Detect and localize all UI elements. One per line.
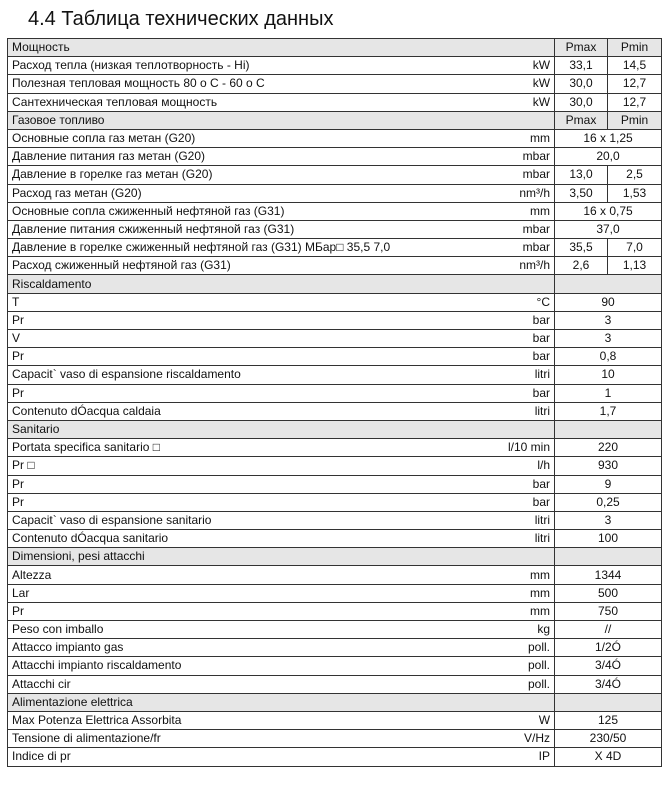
pmin-value: 14,5 bbox=[608, 57, 662, 75]
value-cell: 220 bbox=[555, 439, 662, 457]
section-title: Dimensioni, pesi attacchi bbox=[8, 548, 555, 566]
value-cell: 0,25 bbox=[555, 493, 662, 511]
section-header-row bbox=[8, 548, 662, 566]
table-row bbox=[8, 311, 662, 329]
unit-cell: bar bbox=[485, 330, 555, 348]
value-cell: 100 bbox=[555, 530, 662, 548]
unit-cell: bar bbox=[485, 311, 555, 329]
unit-cell: poll. bbox=[485, 675, 555, 693]
table-row bbox=[8, 129, 662, 147]
section-title: Мощность bbox=[8, 39, 555, 57]
section-header-row bbox=[8, 275, 662, 293]
table-row bbox=[8, 584, 662, 602]
unit-cell: kW bbox=[485, 93, 555, 111]
table-row bbox=[8, 330, 662, 348]
value-cell: 3/4Ó bbox=[555, 657, 662, 675]
unit-cell: bar bbox=[485, 384, 555, 402]
parameter-label: Pr □ bbox=[8, 457, 485, 475]
parameter-label: Pr bbox=[8, 602, 485, 620]
table-row bbox=[8, 57, 662, 75]
parameter-label: Lar bbox=[8, 584, 485, 602]
parameter-label: Pr bbox=[8, 493, 485, 511]
value-cell: 20,0 bbox=[555, 148, 662, 166]
value-cell: 230/50 bbox=[555, 730, 662, 748]
unit-cell: litri bbox=[485, 530, 555, 548]
table-row bbox=[8, 493, 662, 511]
pmax-value: 13,0 bbox=[555, 166, 608, 184]
parameter-label: Расход газ метан (G20) bbox=[8, 184, 485, 202]
table-row bbox=[8, 220, 662, 238]
value-cell: 1 bbox=[555, 384, 662, 402]
value-cell: 16 x 1,25 bbox=[555, 129, 662, 147]
table-row bbox=[8, 75, 662, 93]
unit-cell: mm bbox=[485, 602, 555, 620]
technical-data-table bbox=[7, 38, 662, 767]
parameter-label: Attacchi cir bbox=[8, 675, 485, 693]
value-cell: X 4D bbox=[555, 748, 662, 766]
value-cell: 125 bbox=[555, 711, 662, 729]
parameter-label: Сантехническая тепловая мощность bbox=[8, 93, 485, 111]
table-row bbox=[8, 621, 662, 639]
unit-cell: °C bbox=[485, 293, 555, 311]
parameter-label: Расход сжиженный нефтяной газ (G31) bbox=[8, 257, 485, 275]
table-row bbox=[8, 475, 662, 493]
pmax-value: 35,5 bbox=[555, 239, 608, 257]
parameter-label: Peso con imballo bbox=[8, 621, 485, 639]
parameter-label: Давление питания сжиженный нефтяной газ (G31) bbox=[8, 220, 485, 238]
pmin-value: 12,7 bbox=[608, 75, 662, 93]
table-row bbox=[8, 511, 662, 529]
parameter-label: Contenuto dÓacqua sanitario bbox=[8, 530, 485, 548]
table-row bbox=[8, 711, 662, 729]
value-cell: 10 bbox=[555, 366, 662, 384]
pmax-header: Pmax bbox=[555, 39, 608, 57]
section-header-row bbox=[8, 111, 662, 129]
unit-cell: litri bbox=[485, 402, 555, 420]
parameter-label: Pr bbox=[8, 311, 485, 329]
unit-cell: litri bbox=[485, 511, 555, 529]
unit-cell: kg bbox=[485, 621, 555, 639]
unit-cell: mbar bbox=[485, 220, 555, 238]
parameter-label: Indice di pr bbox=[8, 748, 485, 766]
unit-cell: litri bbox=[485, 366, 555, 384]
unit-cell: IP bbox=[485, 748, 555, 766]
table-row bbox=[8, 148, 662, 166]
parameter-label: Основные сопла сжиженный нефтяной газ (G31) bbox=[8, 202, 485, 220]
parameter-label: T bbox=[8, 293, 485, 311]
parameter-label: Attacchi impianto riscaldamento bbox=[8, 657, 485, 675]
parameter-label: Portata specifica sanitario □ bbox=[8, 439, 485, 457]
unit-cell: nm³/h bbox=[485, 184, 555, 202]
unit-cell: mm bbox=[485, 202, 555, 220]
table-row bbox=[8, 166, 662, 184]
table-row bbox=[8, 675, 662, 693]
unit-cell: mm bbox=[485, 566, 555, 584]
section-header-row bbox=[8, 39, 662, 57]
value-cell: 3/4Ó bbox=[555, 675, 662, 693]
unit-cell: poll. bbox=[485, 639, 555, 657]
parameter-label: Attacco impianto gas bbox=[8, 639, 485, 657]
table-row bbox=[8, 384, 662, 402]
value-cell: 3 bbox=[555, 311, 662, 329]
section-empty-cell bbox=[555, 275, 662, 293]
value-cell: 1344 bbox=[555, 566, 662, 584]
section-title: Riscaldamento bbox=[8, 275, 555, 293]
parameter-label: V bbox=[8, 330, 485, 348]
pmax-value: 33,1 bbox=[555, 57, 608, 75]
parameter-label: Основные сопла газ метан (G20) bbox=[8, 129, 485, 147]
table-row bbox=[8, 366, 662, 384]
section-title: Alimentazione elettrica bbox=[8, 693, 555, 711]
unit-cell: l/h bbox=[485, 457, 555, 475]
table-row bbox=[8, 293, 662, 311]
table-row bbox=[8, 202, 662, 220]
unit-cell: mbar bbox=[485, 166, 555, 184]
unit-cell: bar bbox=[485, 475, 555, 493]
table-row bbox=[8, 457, 662, 475]
section-title: Газовое топливо bbox=[8, 111, 555, 129]
table-row bbox=[8, 348, 662, 366]
unit-cell: V/Hz bbox=[485, 730, 555, 748]
parameter-label: Расход тепла (низкая теплотворность - Hi) bbox=[8, 57, 485, 75]
table-row bbox=[8, 657, 662, 675]
unit-cell: nm³/h bbox=[485, 257, 555, 275]
table-row bbox=[8, 566, 662, 584]
section-title: Sanitario bbox=[8, 420, 555, 438]
unit-cell: mbar bbox=[485, 239, 555, 257]
table-row bbox=[8, 402, 662, 420]
unit-cell: kW bbox=[485, 75, 555, 93]
pmin-value: 7,0 bbox=[608, 239, 662, 257]
value-cell: 0,8 bbox=[555, 348, 662, 366]
unit-cell: l/10 min bbox=[485, 439, 555, 457]
value-cell: 1,7 bbox=[555, 402, 662, 420]
unit-cell: kW bbox=[485, 57, 555, 75]
section-header-row bbox=[8, 420, 662, 438]
table-row bbox=[8, 439, 662, 457]
pmin-header: Pmin bbox=[608, 111, 662, 129]
parameter-label: Max Potenza Elettrica Assorbita bbox=[8, 711, 485, 729]
parameter-label: Pr bbox=[8, 384, 485, 402]
section-empty-cell bbox=[555, 548, 662, 566]
unit-cell: bar bbox=[485, 493, 555, 511]
table-row bbox=[8, 239, 662, 257]
table-row bbox=[8, 639, 662, 657]
parameter-label: Pr bbox=[8, 348, 485, 366]
parameter-label: Давление питания газ метан (G20) bbox=[8, 148, 485, 166]
section-empty-cell bbox=[555, 693, 662, 711]
pmin-value: 1,13 bbox=[608, 257, 662, 275]
value-cell: 37,0 bbox=[555, 220, 662, 238]
table-row bbox=[8, 184, 662, 202]
unit-cell: mm bbox=[485, 129, 555, 147]
parameter-label: Полезная тепловая мощность 80 о С - 60 о С bbox=[8, 75, 485, 93]
value-cell: 500 bbox=[555, 584, 662, 602]
value-cell: 750 bbox=[555, 602, 662, 620]
pmin-value: 2,5 bbox=[608, 166, 662, 184]
unit-cell: poll. bbox=[485, 657, 555, 675]
parameter-label: Altezza bbox=[8, 566, 485, 584]
section-header-row bbox=[8, 693, 662, 711]
parameter-label: Capacit` vaso di espansione riscaldamento bbox=[8, 366, 485, 384]
parameter-label: Pr bbox=[8, 475, 485, 493]
table-row bbox=[8, 530, 662, 548]
value-cell: 930 bbox=[555, 457, 662, 475]
pmin-value: 12,7 bbox=[608, 93, 662, 111]
parameter-label: Contenuto dÓacqua caldaia bbox=[8, 402, 485, 420]
value-cell: 3 bbox=[555, 330, 662, 348]
pmax-value: 30,0 bbox=[555, 93, 608, 111]
pmin-value: 1,53 bbox=[608, 184, 662, 202]
parameter-label: Capacit` vaso di espansione sanitario bbox=[8, 511, 485, 529]
pmin-header: Pmin bbox=[608, 39, 662, 57]
unit-cell: W bbox=[485, 711, 555, 729]
table-row bbox=[8, 93, 662, 111]
parameter-label: Tensione di alimentazione/fr bbox=[8, 730, 485, 748]
value-cell: 90 bbox=[555, 293, 662, 311]
pmax-header: Pmax bbox=[555, 111, 608, 129]
unit-cell: mbar bbox=[485, 148, 555, 166]
table-row bbox=[8, 730, 662, 748]
table-row bbox=[8, 257, 662, 275]
unit-cell: bar bbox=[485, 348, 555, 366]
value-cell: 16 x 0,75 bbox=[555, 202, 662, 220]
unit-cell: mm bbox=[485, 584, 555, 602]
value-cell: 3 bbox=[555, 511, 662, 529]
page-title: 4.4 Таблица технических данных bbox=[28, 8, 334, 30]
table-row bbox=[8, 748, 662, 766]
value-cell: 1/2Ó bbox=[555, 639, 662, 657]
parameter-label: Давление в горелке газ метан (G20) bbox=[8, 166, 485, 184]
section-empty-cell bbox=[555, 420, 662, 438]
parameter-label: Давление в горелке сжиженный нефтяной газ (G31) МБар□ 35,5 7,0 bbox=[8, 239, 485, 257]
pmax-value: 30,0 bbox=[555, 75, 608, 93]
value-cell: // bbox=[555, 621, 662, 639]
table-row bbox=[8, 602, 662, 620]
value-cell: 9 bbox=[555, 475, 662, 493]
pmax-value: 3,50 bbox=[555, 184, 608, 202]
pmax-value: 2,6 bbox=[555, 257, 608, 275]
